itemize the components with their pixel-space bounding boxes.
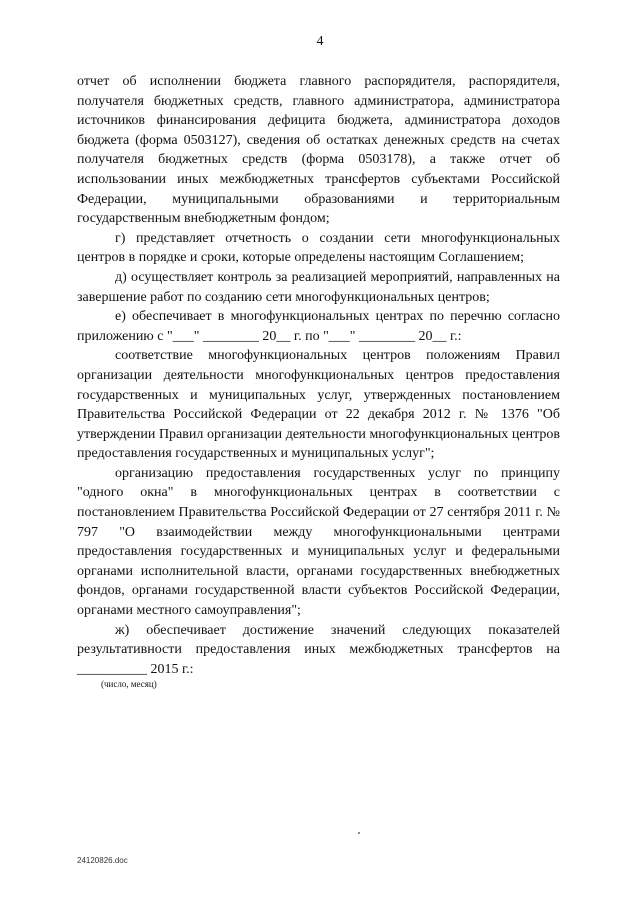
paragraph-one-window: организацию предоставления государственных услуг по принципу "одного окна" в многофункциональных центрах в соответствии с постановлением Правительства Российской Федерации от 27 сентября 2011 г. № 797 "О взаимодействии между многофункциональными центрами предоставления государственных и муниципальных услуг и федеральными органами исполнительной власти, органами государственных внебюджетных фондов, органами государственной власти субъектов Российской Федерации, органами местного самоуправления"; bbox=[77, 465, 560, 619]
paragraph-item-e: е) обеспечивает в многофункциональных центрах по перечню согласно приложению с "___" ________ 20__ г. по "___" ________ 20__ г.: bbox=[77, 309, 560, 344]
file-name: 24120826.doc bbox=[77, 856, 128, 865]
page-number: 4 bbox=[316, 34, 324, 49]
scan-dot bbox=[358, 832, 360, 834]
paragraph-report-continuation: отчет об исполнении бюджета главного распорядителя, распорядителя, получателя бюджетных средств, главного администратора, администратора источников финансирования дефицита бюджета, администратора доходов бюджета (форма 0503127), сведения об остатках денежных средств на счетах получателя бюджетных средств (форма 0503178), а также отчет об использовании иных межбюджетных трансфертов субъектами Российской Федерации, муниципальными образованиями и территориальным государственным внебюджетным фондом; bbox=[77, 74, 560, 227]
date-caption: (число, месяц) bbox=[101, 679, 157, 690]
paragraph-item-g: г) представляет отчетность о создании сети многофункциональных центров в порядке и сроки, которые определены настоящим Соглашением; bbox=[77, 230, 560, 266]
paragraph-item-d: д) осуществляет контроль за реализацией мероприятий, направленных на завершение работ по созданию сети многофункциональных центров; bbox=[77, 269, 560, 305]
document-body bbox=[77, 72, 560, 690]
paragraph-compliance: соответствие многофункциональных центров положениям Правил организации деятельности многофункциональных центров предоставления государственных и муниципальных услуг, утвержденных постановлением Правительства Российской Федерации от 22 декабря 2012 г. № 1376 "Об утверждении Правил организации деятельности многофункциональных центров предоставления государственных и муниципальных услуг"; bbox=[77, 348, 560, 462]
paragraph-item-zh: ж) обеспечивает достижение значений следующих показателей результативности предоставления иных межбюджетных трансфертов на __________ 2015 г.: bbox=[77, 622, 560, 677]
